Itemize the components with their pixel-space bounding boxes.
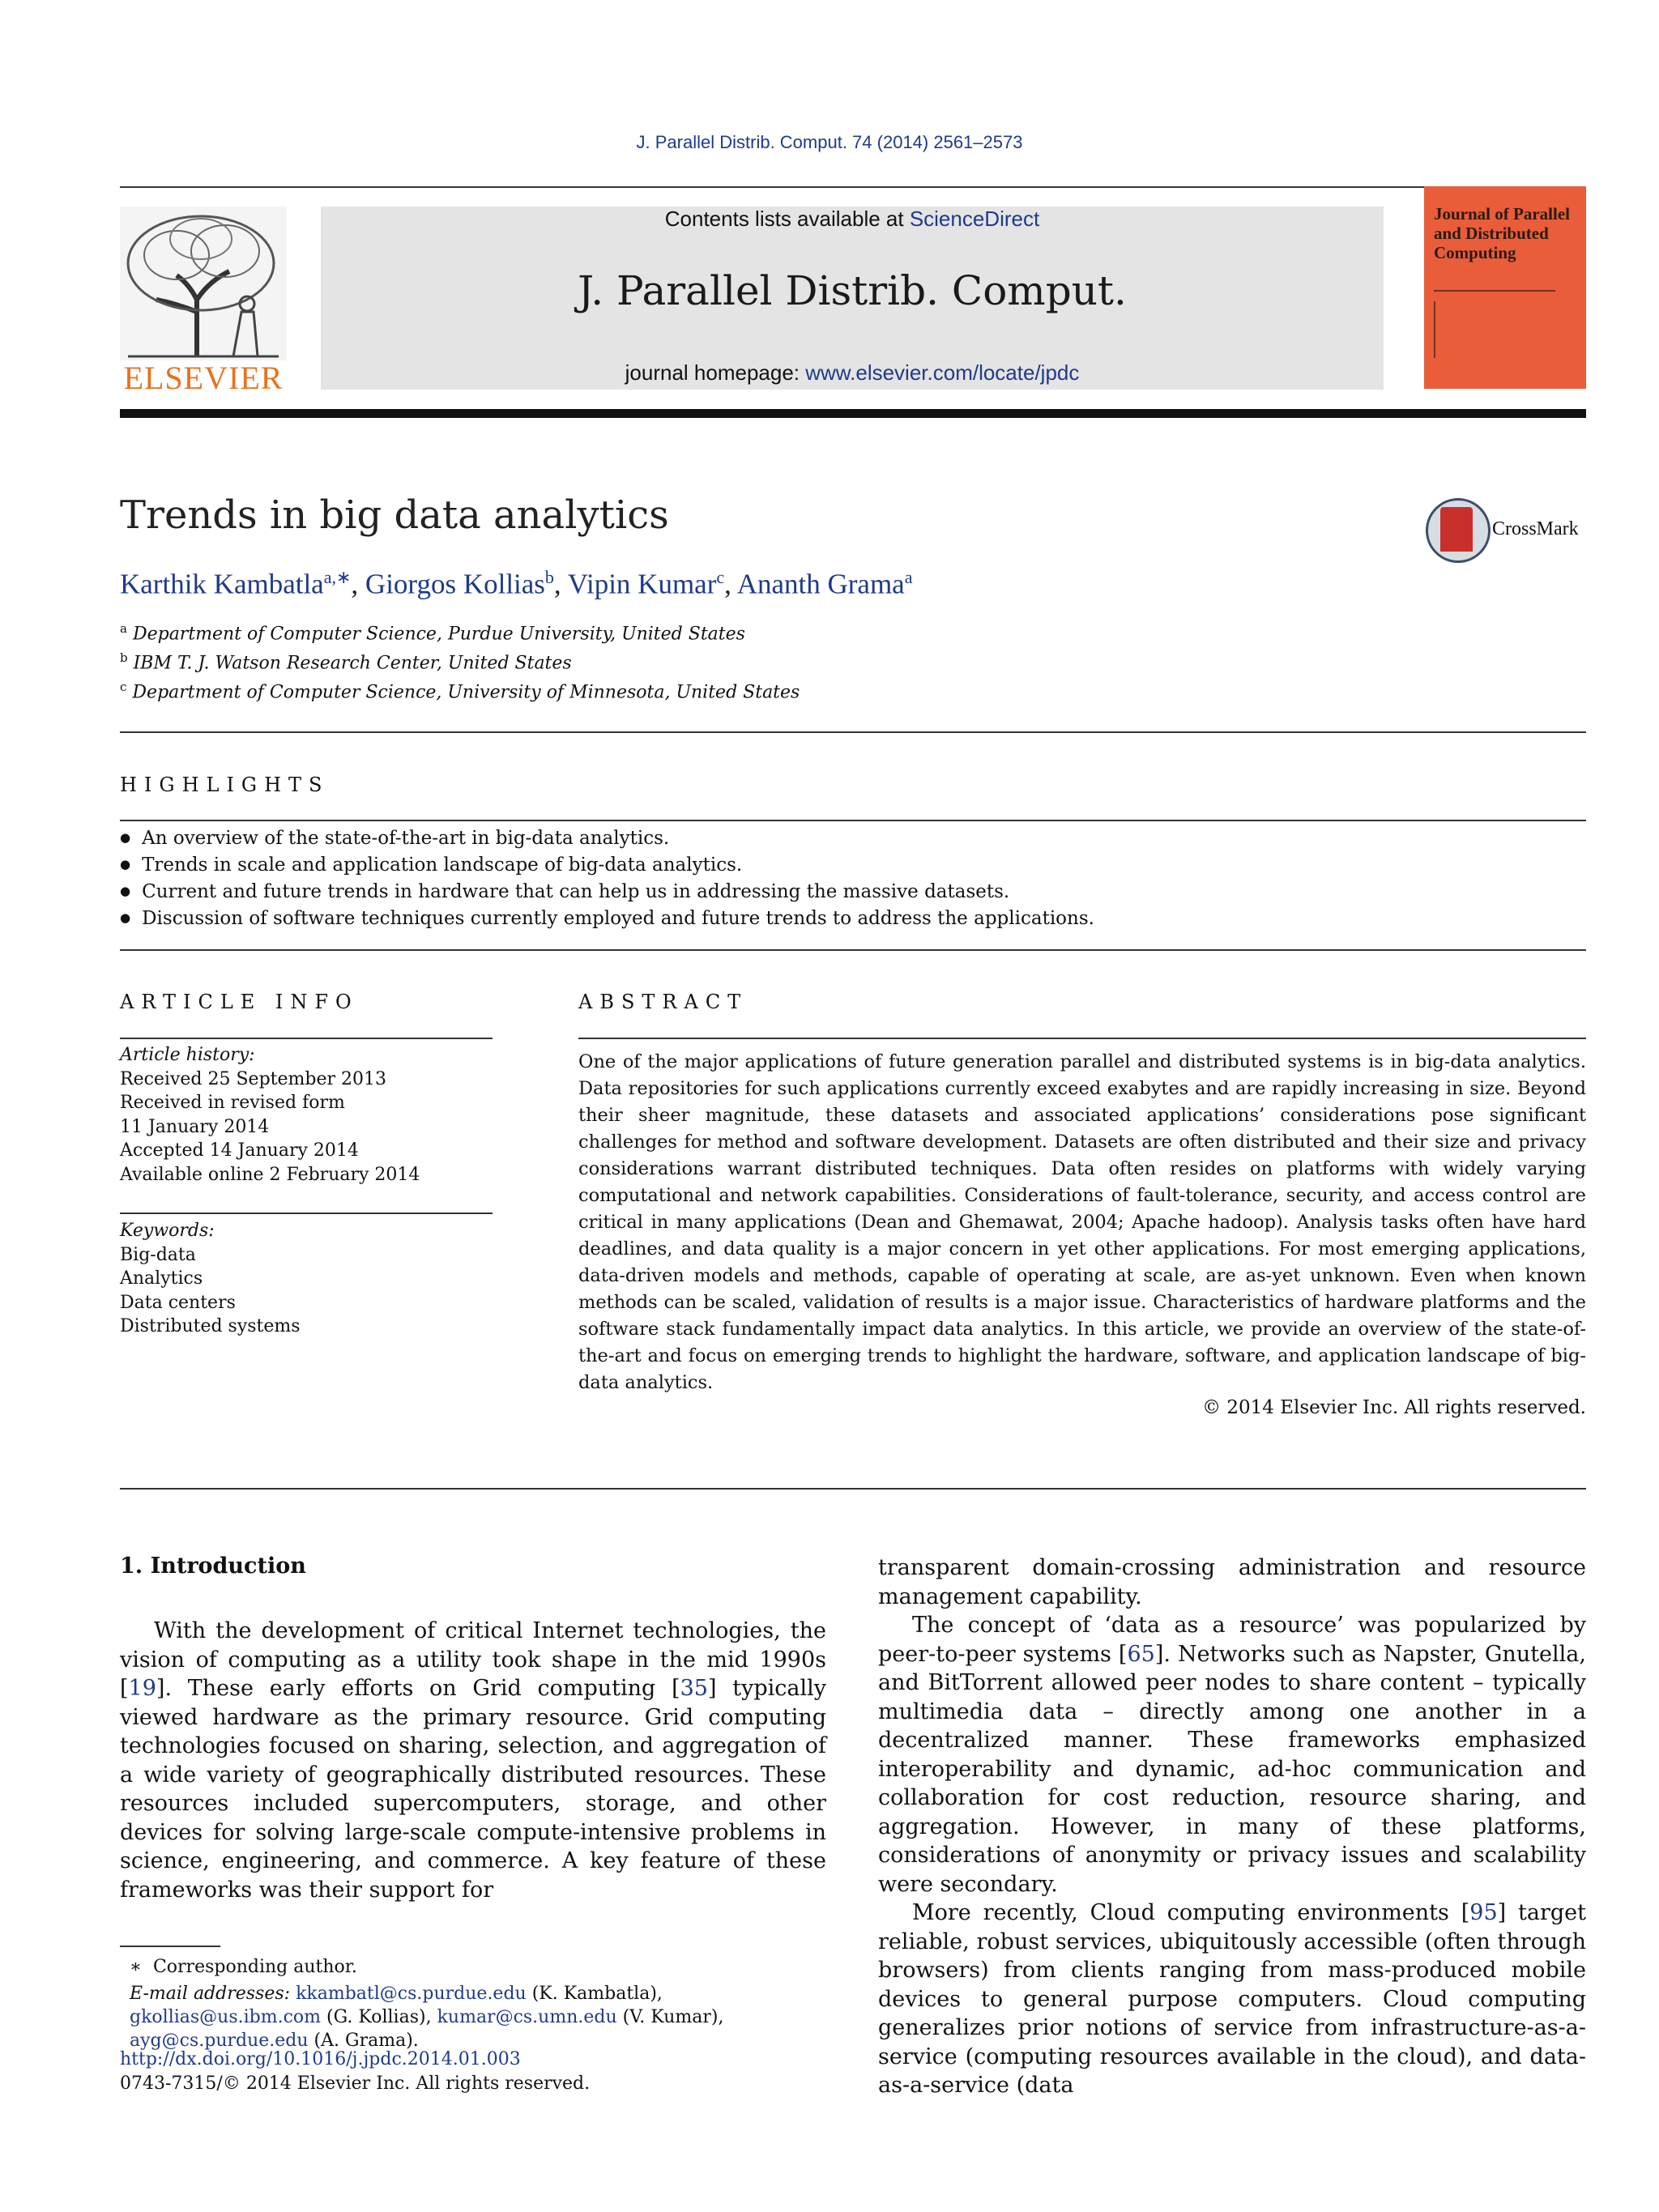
contents-prefix: Contents lists available at [664,207,910,231]
journal-cover [1424,186,1586,389]
author-name[interactable]: Giorgos Kollias [365,568,545,600]
intro-right-column [878,1554,1586,2100]
affiliation: $^b$ IBM T. J. Watson Research Center, United States [120,650,572,674]
crossmark-icon[interactable] [1426,498,1491,563]
author-sup: b [544,567,554,587]
history-label: Article history: [120,1045,255,1065]
journal-reference[interactable]: J. Parallel Distrib. Comput. 74 (2014) 2561–2573 [636,132,1023,152]
elsevier-wordmark: ELSEVIER [123,360,284,396]
author-sup: a [904,567,913,587]
history-entry: Received in revised form [120,1093,345,1113]
highlight-item: ● Trends in scale and application landscape of big-data analytics. [120,855,742,876]
history-entry: Available online 2 February 2014 [120,1164,420,1185]
keyword: Big-data [120,1244,196,1265]
keyword: Distributed systems [120,1316,301,1336]
cover-decoration [1434,301,1492,358]
citation-link[interactable]: 95 [1469,1900,1498,1925]
homepage-line [321,360,1384,386]
footnote-rule [120,1946,220,1947]
divider [120,1488,1586,1490]
article-info-heading: ARTICLE INFO [120,991,359,1013]
email-link[interactable]: kkambatl@cs.purdue.edu [296,1984,527,2004]
cover-title: Journal of Parallel and Distributed Computing [1434,204,1570,262]
contents-line [321,207,1384,232]
elsevier-logo [120,207,287,396]
intro-left-paragraph: With the development of critical Internet technologies, the vision of computing as a utility took shape in the mid 1990s [19]. These early efforts on Grid computing [35] typically viewed hardware as the primary resource. Grid computing technologies focused on sharing, selection, and aggregation of a wide variety of geographically distributed resources. These resources included supercomputers, storage, and other devices for solving large-scale compute-intensive problems in science, engineering, and commerce. A key feature of these frameworks was their support for [120,1618,826,1903]
divider [120,1213,493,1214]
author-list: Karthik Kambatla$^{a,∗}$, Giorgos Kollias$^b$, Vipin Kumar$^c$, Ananth Grama$^a$ [120,567,913,600]
email-link[interactable]: ayg@cs.purdue.edu [130,2031,309,2051]
divider [120,820,1586,821]
abstract-copyright: © 2014 Elsevier Inc. All rights reserved. [1202,1397,1586,1418]
email-link[interactable]: kumar@cs.umn.edu [437,2007,617,2027]
divider [120,949,1586,951]
header-thick-rule [120,409,1586,418]
citation-link[interactable]: 19 [128,1676,156,1701]
citation-link[interactable]: 35 [680,1676,708,1701]
divider [120,731,1586,733]
article-title: Trends in big data analytics [120,492,669,538]
history-entry: Accepted 14 January 2014 [120,1140,359,1161]
keywords-label: Keywords: [120,1221,215,1241]
divider [578,1038,1586,1039]
section-heading: 1. Introduction [120,1554,306,1579]
homepage-link[interactable]: www.elsevier.com/locate/jpdc [805,360,1080,385]
author-sup: c [716,567,725,587]
article-history [120,1043,420,1187]
cover-rule [1434,290,1555,292]
author-name[interactable]: Ananth Grama [736,568,905,600]
homepage-prefix: journal homepage: [625,360,806,385]
abstract-text: One of the major applications of future generation parallel and distributed systems is in big-data analytics. Data repositories for such applications currently exceed exabytes and are rapidly increasing in size. Beyond their sheer magnitude, these datasets and associated applications’ considerations pose significant challenges for method and software development. Datasets are often distributed and their size and privacy considerations warrant distributed techniques. Data often resides on platforms with widely varying computational and network capabilities. Considerations of fault-tolerance, security, and access control are critical in many applications (Dean and Ghemawat, 2004; Apache hadoop). Analysis tasks often have hard deadlines, and data quality is a major concern in yet other applications. For most emerging applications, data-driven models and methods, capable of operating at scale, are as-yet unknown. Even when known methods can be scaled, validation of results is a major issue. Characteristics of hardware platforms and the software stack fundamentally impact data analytics. In this article, we provide an overview of the state-of-the-art and focus on emerging trends to highlight the hardware, software, and application landscape of big-data analytics. [578,1051,1586,1393]
keyword: Analytics [120,1268,203,1289]
abstract-heading: ABSTRACT [578,991,748,1013]
highlight-item: ● Current and future trends in hardware that can help us in addressing the massive datasets. [120,881,1009,902]
citation-link[interactable]: 65 [1127,1641,1155,1667]
paragraph: The concept of ‘data as a resource’ was popularized by peer-to-peer systems [65]. Networks such as Napster, Gnutella, and BitTorrent allowed peer nodes to share content – typically multimedia data – directly among one another in a decentralized manner. These frameworks emphasized interoperability and dynamic, ad-hoc communication and collaboration for cost reduction, resource sharing, and aggregation. However, in many of these platforms, considerations of anonymity or privacy issues and scalability were secondary. [878,1613,1586,1897]
highlights-heading: HIGHLIGHTS [120,774,330,796]
highlight-item: ● An overview of the state-of-the-art in big-data analytics. [120,828,669,849]
paragraph: More recently, Cloud computing environments [95] target reliable, robust services, ubiquitously accessible (often through browsers) from clients ranging from mass-produced mobile devices to general purpose computers. Cloud computing generalizes prior notions of service from infrastructure-as-a-service (computing resources available in the cloud), and data-as-a-service (data [878,1900,1586,2098]
corresponding-note: ∗ Corresponding author. [130,1957,357,1977]
divider [120,1038,493,1039]
history-entry: 11 January 2014 [120,1116,270,1137]
affiliation: $^c$ Department of Computer Science, University of Minnesota, United States [120,680,800,703]
header-top-rule [120,186,1586,188]
email-note: E-mail addresses: kkambatl@cs.purdue.edu (K. Kambatla), gkollias@us.ibm.com (G. Kollias), kumar@cs.umn.edu (V. Kumar), ayg@cs.purdue.edu (A. Grama). [130,1984,724,2051]
doi-link[interactable]: http://dx.doi.org/10.1016/j.jpdc.2014.01.003 [120,2049,521,2069]
paragraph: transparent domain-crossing administration and resource management capability. [878,1555,1586,1609]
affiliation: $^a$ Department of Computer Science, Purdue University, United States [120,621,745,645]
author-sup: a,∗ [323,567,352,587]
author-name[interactable]: Karthik Kambatla [120,568,324,600]
keyword: Data centers [120,1292,236,1313]
history-entry: Received 25 September 2013 [120,1068,386,1089]
email-link[interactable]: gkollias@us.ibm.com [130,2007,322,2027]
issn-line: 0743-7315/© 2014 Elsevier Inc. All rights reserved. [120,2073,591,2094]
author-name[interactable]: Vipin Kumar [567,568,717,600]
sciencedirect-link[interactable]: ScienceDirect [909,207,1040,231]
journal-title: J. Parallel Distrib. Comput. [578,267,1127,314]
highlight-item: ● Discussion of software techniques currently employed and future trends to address the applications. [120,908,1094,929]
keywords [120,1219,301,1339]
crossmark-label[interactable]: CrossMark [1492,518,1579,539]
